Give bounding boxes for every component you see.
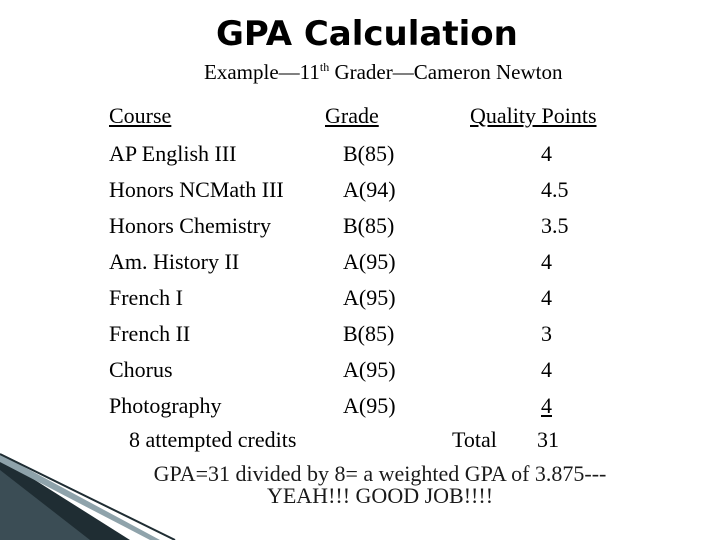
table-row bbox=[0, 393, 720, 429]
course-grade: A(94) bbox=[343, 177, 396, 202]
course-name: Honors NCMath III bbox=[109, 177, 284, 202]
quality-points: 3.5 bbox=[541, 213, 569, 238]
table-row bbox=[0, 285, 720, 321]
course-grade: B(85) bbox=[343, 141, 395, 166]
quality-points: 3 bbox=[541, 321, 552, 346]
course-grade: B(85) bbox=[343, 213, 395, 238]
quality-points: 4 bbox=[541, 285, 552, 310]
quality-points: 4.5 bbox=[541, 177, 569, 202]
subtitle-prefix: Example—11 bbox=[204, 60, 320, 84]
course-grade: A(95) bbox=[343, 285, 396, 310]
attempted-credits: 8 attempted credits bbox=[129, 427, 297, 452]
course-name: Am. History II bbox=[109, 249, 240, 274]
quality-points: 4 bbox=[541, 393, 552, 418]
total-value: 31 bbox=[537, 427, 559, 452]
course-grade: A(95) bbox=[343, 393, 396, 418]
table-row bbox=[0, 249, 720, 285]
table-row bbox=[0, 213, 720, 249]
quality-points: 4 bbox=[541, 357, 552, 382]
course-name: Chorus bbox=[109, 357, 173, 382]
quality-points: 4 bbox=[541, 249, 552, 274]
gpa-summary-line2: YEAH!!! GOOD JOB!!!! bbox=[266, 483, 494, 508]
page-title: GPA Calculation bbox=[216, 14, 518, 54]
table-row bbox=[0, 177, 720, 213]
gpa-summary bbox=[0, 463, 720, 507]
quality-points: 4 bbox=[541, 141, 552, 166]
course-grade: B(85) bbox=[343, 321, 395, 346]
table-row bbox=[0, 141, 720, 177]
course-name: Photography bbox=[109, 393, 222, 418]
course-name: French II bbox=[109, 321, 191, 346]
table-row bbox=[0, 321, 720, 357]
table-row bbox=[0, 357, 720, 393]
column-header-grade: Grade bbox=[325, 103, 379, 128]
total-label: Total bbox=[452, 427, 497, 452]
page-subtitle bbox=[204, 60, 562, 85]
column-header-quality-points: Quality Points bbox=[470, 103, 597, 128]
course-grade: A(95) bbox=[343, 357, 396, 382]
course-name: Honors Chemistry bbox=[109, 213, 271, 238]
column-header-course: Course bbox=[109, 103, 172, 128]
course-grade: A(95) bbox=[343, 249, 396, 274]
course-name: AP English III bbox=[109, 141, 237, 166]
course-name: French I bbox=[109, 285, 183, 310]
subtitle-superscript: th bbox=[319, 60, 330, 74]
subtitle-suffix: Grader—Cameron Newton bbox=[329, 60, 563, 84]
gpa-summary-line1: GPA=31 divided by 8= a weighted GPA of 3.875--- bbox=[153, 461, 607, 486]
